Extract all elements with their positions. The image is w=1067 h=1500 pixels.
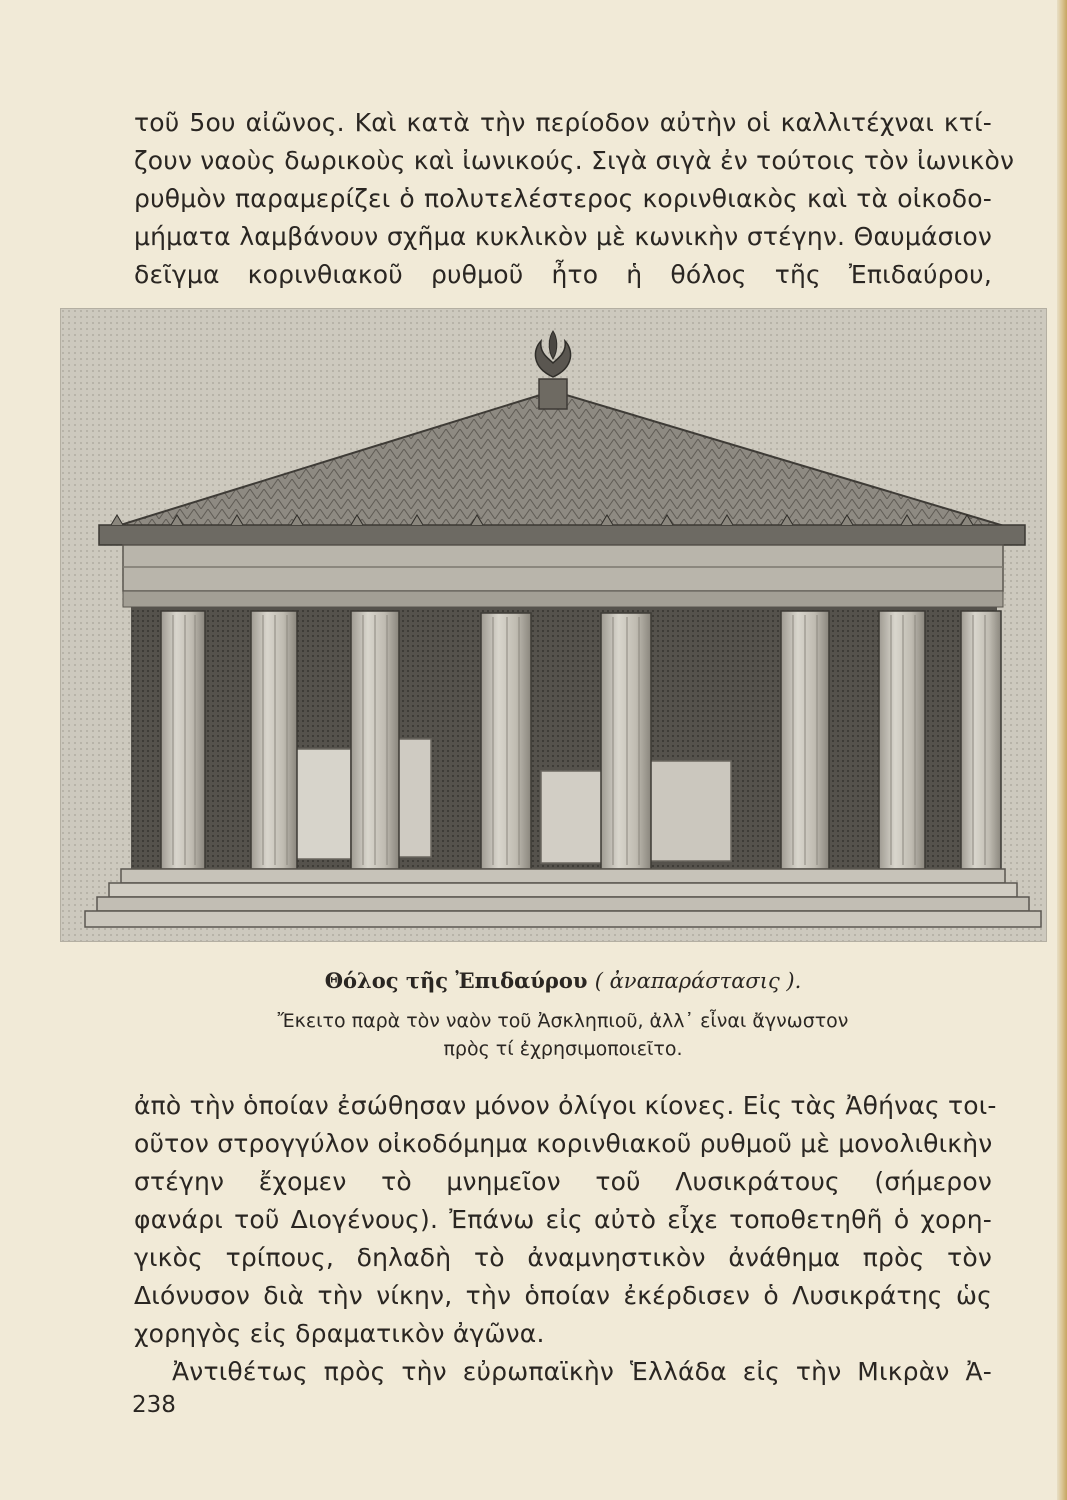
text-line: ζουν ναοὺς δωρικοὺς καὶ ἰωνικούς. Σιγὰ σιγὰ ἐν τούτοις τὸν ἰωνικὸν bbox=[134, 146, 1015, 175]
figure-caption-title bbox=[134, 968, 992, 993]
temple-drawing bbox=[61, 309, 1046, 941]
stylobate-steps bbox=[85, 869, 1041, 927]
text-line: φανάρι τοῦ Διογένους). Ἐπάνω εἰς αὐτὸ εἶχε τοποθετηθῆ ὁ χορη- bbox=[134, 1205, 992, 1234]
figure-caption-line: πρὸς τί ἐχρησιμοποιεῖτο. bbox=[443, 1038, 683, 1060]
tholos-illustration bbox=[60, 308, 1047, 942]
text-line: ρυθμὸν παραμερίζει ὁ πολυτελέστερος κορινθιακὸς καὶ τὰ οἰκοδο- bbox=[134, 184, 992, 213]
architrave bbox=[123, 591, 1003, 607]
text-line: στέγην ἔχομεν τὸ μνημεῖον τοῦ Λυσικράτους (σήμερον bbox=[134, 1167, 992, 1196]
next-paragraph-start: Ἀντιθέτως πρὸς τὴν εὐρωπαϊκὴν Ἑλλάδα εἰς τὴν Μικρὰν Ἀ- bbox=[172, 1357, 992, 1386]
cornice bbox=[99, 525, 1025, 545]
caption-title-italic: ( ἀναπαράστασις ). bbox=[594, 969, 802, 993]
text-line: μήματα λαμβάνουν σχῆμα κυκλικὸν μὲ κωνικὴν στέγην. Θαυμάσιον bbox=[134, 222, 992, 251]
frieze bbox=[123, 545, 1003, 591]
text-line: Διόνυσον διὰ τὴν νίκην, τὴν ὁποίαν ἐκέρδισεν ὁ Λυσικράτης ὡς bbox=[134, 1281, 992, 1310]
bottom-paragraph bbox=[134, 1087, 997, 1391]
text-line: τοῦ 5ου αἰῶνος. Καὶ κατὰ τὴν περίοδον αὐτὴν οἱ καλλιτέχναι κτί- bbox=[134, 108, 992, 137]
page-number: 238 bbox=[132, 1392, 176, 1418]
text-line: χορηγὸς εἰς δραματικὸν ἀγῶνα. bbox=[134, 1319, 545, 1348]
text-line: οῦτον στρογγύλον οἰκοδόμημα κορινθιακοῦ ρυθμοῦ μὲ μονολιθικὴν bbox=[134, 1129, 993, 1158]
top-paragraph bbox=[134, 104, 1015, 294]
figure-caption-line: Ἔκειτο παρὰ τὸν ναὸν τοῦ Ἀσκληπιοῦ, ἀλλ᾽ εἶναι ἄγνωστον bbox=[277, 1010, 849, 1032]
page-edge bbox=[1057, 0, 1067, 1500]
text-line: δεῖγμα κορινθιακοῦ ρυθμοῦ ἦτο ἡ θόλος τῆς Ἐπιδαύρου, bbox=[134, 260, 992, 289]
caption-title-bold: Θόλος τῆς Ἐπιδαύρου bbox=[324, 968, 588, 993]
text-line: γικὸς τρίπους, δηλαδὴ τὸ ἀναμνηστικὸν ἀνάθημα πρὸς τὸν bbox=[134, 1243, 992, 1272]
text-line: ἀπὸ τὴν ὁποίαν ἐσώθησαν μόνον ὀλίγοι κίονες. Εἰς τὰς Ἀθήνας τοι- bbox=[134, 1091, 997, 1120]
